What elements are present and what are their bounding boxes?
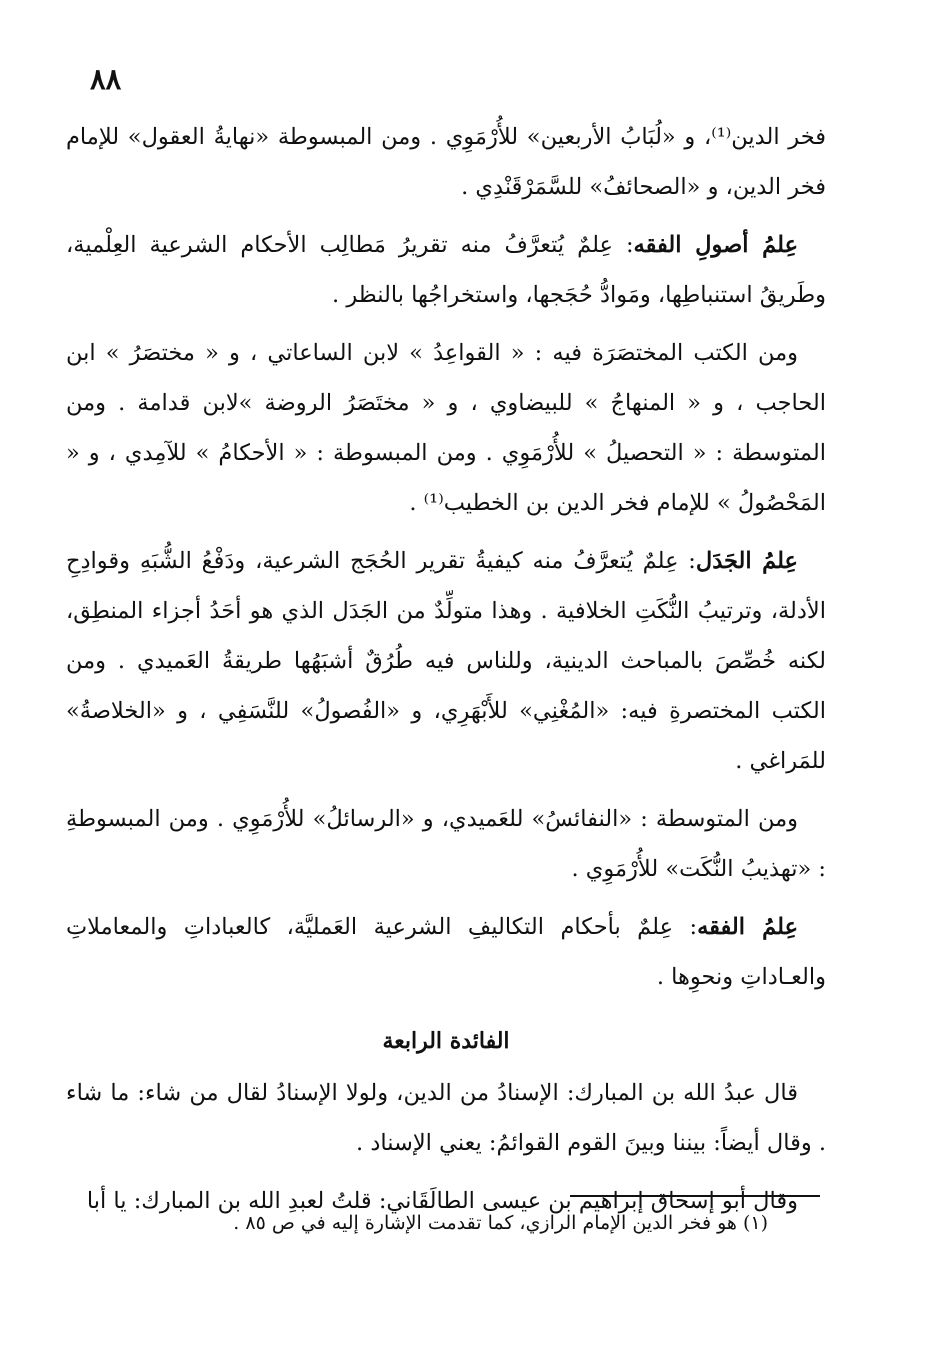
paragraph-text: وقال أبو إسحاق إبراهيم بن عيسى الطالَقَاني: قلتُ لعبدِ الله بن المبارك: يا أبا (86, 1188, 798, 1214)
footnote-divider (570, 1195, 820, 1197)
paragraph (66, 536, 826, 786)
paragraph (66, 328, 826, 528)
paragraph (66, 220, 826, 320)
term-heading: عِلمُ أصولِ الفقه (633, 232, 798, 258)
paragraph-text: : عِلمٌ يُتعرَّفُ منه تقريرُ مَطالِب الأحكام الشرعية العِلْمية، وطَريقُ استنباطِها، ومَوادُّ حُجَجها، واستخراجُها بالنظر . (66, 232, 826, 308)
term-heading: عِلمُ الجَدَل (695, 548, 798, 574)
paragraph (66, 794, 826, 894)
paragraph (66, 902, 826, 1002)
term-heading: عِلمُ الفقه (697, 914, 798, 940)
paragraph-text: : عِلمٌ بأحكام التكاليفِ الشرعية العَمليَّة، كالعباداتِ والمعاملاتِ والعـاداتِ ونحوِها . (66, 914, 826, 990)
paragraph-text: ومن المتوسطة : «النفائسُ» للعَميدي، و «الرسائلُ» للأُرْمَوِي . ومن المبسوطةِ : «تهذيبُ النُّكَت» للأُرْمَوِي . (66, 806, 826, 882)
paragraph (66, 1068, 826, 1168)
section-heading: الفائدة الرابعة (382, 1028, 510, 1054)
paragraph (66, 112, 826, 212)
footnote: (١) هو فخر الدين الإمام الرازي، كما تقدمت الإشارة إليه في ص ٨٥ . (233, 1212, 768, 1234)
main-text (66, 112, 826, 1234)
paragraph-text: فخر الدين⁽¹⁾، و «لُبَابُ الأربعين» للأُرْمَوِي . ومن المبسوطة «نهايةُ العقول» للإمام فخر الدين، و «الصحائفُ» للسَّمَرْقَنْدِي . (66, 124, 826, 200)
page-number: ٨٨ (90, 62, 122, 96)
paragraph-text: ومن الكتب المختصَرَة فيه : « القواعِدُ » لابن الساعاتي ، و « مختصَرُ » ابن الحاجب ، و « المنهاجُ » للبيضاوي ، و « مختَصَرُ الروضة »لابن قدامة . ومن المتوسطة : « التحصيلُ » للأُرْمَوِي . ومن المبسوطة : « الأحكامُ » للآمِدي ، و « المَحْصُولُ » للإمام فخر الدين بن الخطيب⁽¹⁾ . (66, 340, 826, 516)
paragraph-text: : عِلمٌ يُتعرَّفُ منه كيفيةُ تقرير الحُجَج الشرعية، ودَفْعُ الشُّبَهِ وقوادِحِ الأدلة، وترتيبُ النُّكَتِ الخلافية . وهذا متولِّدٌ من الجَدَل الذي هو أحَدُ أجزاء المنطِق، لكنه خُصِّصَ بالمباحث الدينية، وللناس فيه طُرُقٌ أشبَهُها طريقةُ العَميدي . ومن الكتب المختصرةِ فيه: «المُغْنِي» للأَبْهَرِي، و «الفُصولُ» للنَّسَفِي ، و «الخلاصةُ» للمَراغي . (66, 548, 826, 774)
paragraph-text: قال عبدُ الله بن المبارك: الإسنادُ من الدين، ولولا الإسنادُ لقال من شاء: ما شاء . وقال أيضاً: بيننا وبينَ القوم القوائمُ: يعني الإسناد . (66, 1080, 826, 1156)
